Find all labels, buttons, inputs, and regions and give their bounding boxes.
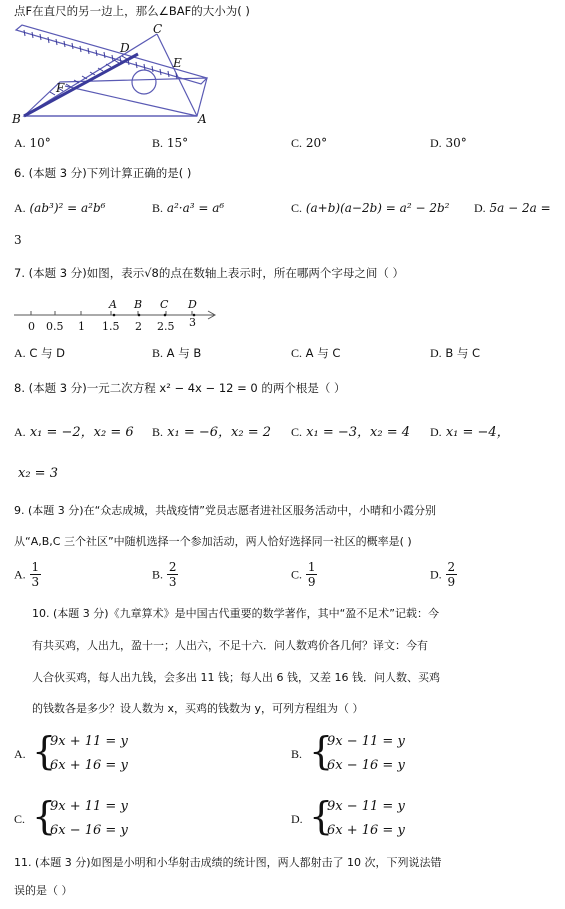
q8-option-b[interactable]: B. x₁ = −6，x₂ = 2 [152, 425, 271, 440]
label-f: F [56, 81, 65, 95]
fraction: $\frac{1}{9}$ [307, 560, 316, 589]
q8-stem: 8. (本题 3 分)一元二次方程 x² − 4x − 12 = 0 的两个根是（ ） [14, 381, 346, 395]
label-c: C [153, 22, 163, 36]
q7-stem: 7. (本题 3 分)如图，表示√8的点在数轴上表示时，所在哪两个字母之间（ ） [14, 266, 405, 280]
q8-option-a[interactable]: A. x₁ = −2，x₂ = 6 [14, 425, 134, 440]
q9-line-1: 9. (本题 3 分)在“众志成城，共战疫情”党员志愿者进社区服务活动中，小晴和小霞分别 [14, 504, 436, 517]
q5-option-c[interactable]: C. 20° [291, 136, 328, 150]
axis-letter-a: A [109, 298, 117, 311]
fraction: $\frac{2}{9}$ [447, 560, 456, 589]
q7-option-b[interactable]: B. A 与 B [152, 346, 202, 360]
q5-option-a[interactable]: A. 10° [14, 136, 51, 150]
q5-option-d[interactable]: D. 30° [430, 136, 467, 150]
q8-option-d[interactable]: D. x₁ = −4， [430, 425, 510, 440]
q9-option-d[interactable]: D. $\frac{2}{9}$ [430, 560, 456, 589]
tick-1: 1 [78, 320, 85, 333]
q6-wrap: 3 [14, 233, 22, 247]
q9-line-2: 从“A,B,C 三个社区”中随机选择一个参加活动，两人恰好选择同一社区的概率是( ) [14, 535, 412, 548]
axis-letter-b: B [134, 298, 143, 311]
q7-option-c[interactable]: C. A 与 C [291, 346, 341, 360]
q7-number-line [10, 293, 220, 335]
tick-2: 2 [135, 320, 142, 333]
q10-option-a[interactable]: A. { 9x + 11 = y 6x + 16 = y [14, 729, 128, 773]
tick-1-5: 1.5 [102, 320, 120, 333]
q5-stem: 点F在直尺的另一边上，那么∠BAF的大小为( ) [14, 4, 250, 18]
q8-option-c[interactable]: C. x₁ = −3，x₂ = 4 [291, 425, 410, 440]
brace-icon: { [32, 794, 57, 838]
q7-option-d[interactable]: D. B 与 C [430, 346, 481, 360]
label-d: D [120, 41, 130, 55]
q10-line-4: 的钱数各是多少？设人数为 x，买鸡的钱数为 y，可列方程组为（ ） [32, 702, 364, 715]
q6-option-d[interactable]: D. 5a − 2a = [474, 201, 551, 215]
axis-letter-d: D [188, 298, 197, 311]
q9-option-c[interactable]: C. $\frac{1}{9}$ [291, 560, 316, 589]
q7-option-a[interactable]: A. C 与 D [14, 346, 66, 360]
q5-figure [10, 22, 215, 124]
brace-icon: { [32, 729, 57, 773]
q10-line-1: 10. (本题 3 分)《九章算术》是中国古代重要的数学著作，其中“盈不足术”记载：今 [32, 607, 439, 620]
axis-letter-c: C [160, 298, 169, 311]
brace-icon: { [309, 794, 334, 838]
q10-line-3: 人合伙买鸡，每人出九钱，会多出 11 钱；每人出 6 钱，又差 16 钱．问人数、买鸡 [32, 671, 440, 684]
fraction: $\frac{1}{3}$ [31, 560, 40, 589]
q6-option-a[interactable]: A. (ab³)² = a²b⁶ [14, 201, 106, 215]
q11-line-2: 误的是（ ） [14, 884, 73, 897]
q10-option-d[interactable]: D. { 9x − 11 = y 6x + 16 = y [291, 794, 405, 838]
q11-line-1: 11. (本题 3 分)如图是小明和小华射击成绩的统计图，两人都射击了 10 次，下列说法错 [14, 856, 442, 869]
q6-stem: 6. (本题 3 分)下列计算正确的是( ) [14, 166, 192, 180]
q5-option-b[interactable]: B. 15° [152, 136, 189, 150]
fraction: $\frac{2}{3}$ [168, 560, 177, 589]
label-a: A [198, 112, 207, 124]
q10-option-c[interactable]: C. { 9x + 11 = y 6x − 16 = y [14, 794, 128, 838]
tick-3: 3 [189, 316, 196, 329]
q9-option-b[interactable]: B. $\frac{2}{3}$ [152, 560, 177, 589]
q6-option-b[interactable]: B. a²·a³ = a⁶ [152, 201, 225, 215]
tick-0-5: 0.5 [46, 320, 64, 333]
q9-option-a[interactable]: A. $\frac{1}{3}$ [14, 560, 40, 589]
q10-line-2: 有共买鸡，人出九，盈十一；人出六，不足十六．问人数鸡价各几何？译文：今有 [32, 639, 428, 652]
label-e: E [173, 56, 182, 70]
q6-option-c[interactable]: C. (a+b)(a−2b) = a² − 2b² [291, 201, 450, 215]
label-b: B [12, 112, 21, 124]
q8-wrap: x₂ = 3 [18, 466, 58, 481]
tick-0: 0 [28, 320, 35, 333]
q10-option-b[interactable]: B. { 9x − 11 = y 6x − 16 = y [291, 729, 405, 773]
brace-icon: { [309, 729, 334, 773]
tick-2-5: 2.5 [157, 320, 175, 333]
